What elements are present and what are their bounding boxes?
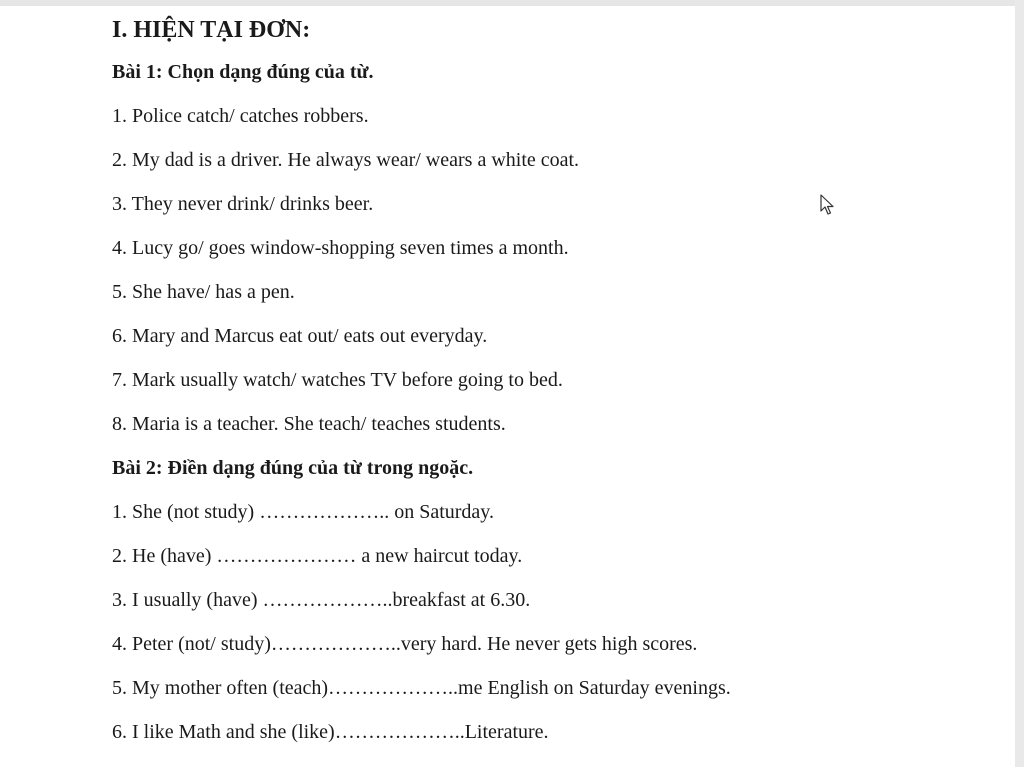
exercise-2-item: 4. Peter (not/ study)………………..very hard. He never gets high scores. xyxy=(112,633,698,655)
exercise-1-item: 8. Maria is a teacher. She teach/ teaches students. xyxy=(112,413,506,435)
exercise-2-item: 5. My mother often (teach)………………..me English on Saturday evenings. xyxy=(112,677,731,699)
section-title: I. HIỆN TẠI ĐƠN: xyxy=(112,17,311,43)
document-content xyxy=(112,10,972,754)
exercise-1-heading: Bài 1: Chọn dạng đúng của từ. xyxy=(112,61,374,83)
exercise-1-item: 6. Mary and Marcus eat out/ eats out everyday. xyxy=(112,325,488,347)
exercise-1-item: 7. Mark usually watch/ watches TV before going to bed. xyxy=(112,369,563,391)
mouse-pointer-icon xyxy=(820,194,836,216)
exercise-1-item: 5. She have/ has a pen. xyxy=(112,281,295,303)
exercise-2-item: 2. He (have) ………………… a new haircut today. xyxy=(112,545,523,567)
exercise-1-item: 4. Lucy go/ goes window-shopping seven times a month. xyxy=(112,237,569,259)
exercise-1-item: 3. They never drink/ drinks beer. xyxy=(112,193,374,215)
exercise-2-heading: Bài 2: Điền dạng đúng của từ trong ngoặc. xyxy=(112,457,474,479)
exercise-1-item: 2. My dad is a driver. He always wear/ wears a white coat. xyxy=(112,149,580,171)
exercise-2-item: 6. I like Math and she (like)………………..Literature. xyxy=(112,721,549,743)
document-page[interactable] xyxy=(0,6,1015,767)
exercise-1-item: 1. Police catch/ catches robbers. xyxy=(112,105,369,127)
exercise-2-item: 3. I usually (have) ………………..breakfast at 6.30. xyxy=(112,589,531,611)
exercise-2-item: 1. She (not study) ……………….. on Saturday. xyxy=(112,501,495,523)
window-edge xyxy=(1015,0,1024,767)
